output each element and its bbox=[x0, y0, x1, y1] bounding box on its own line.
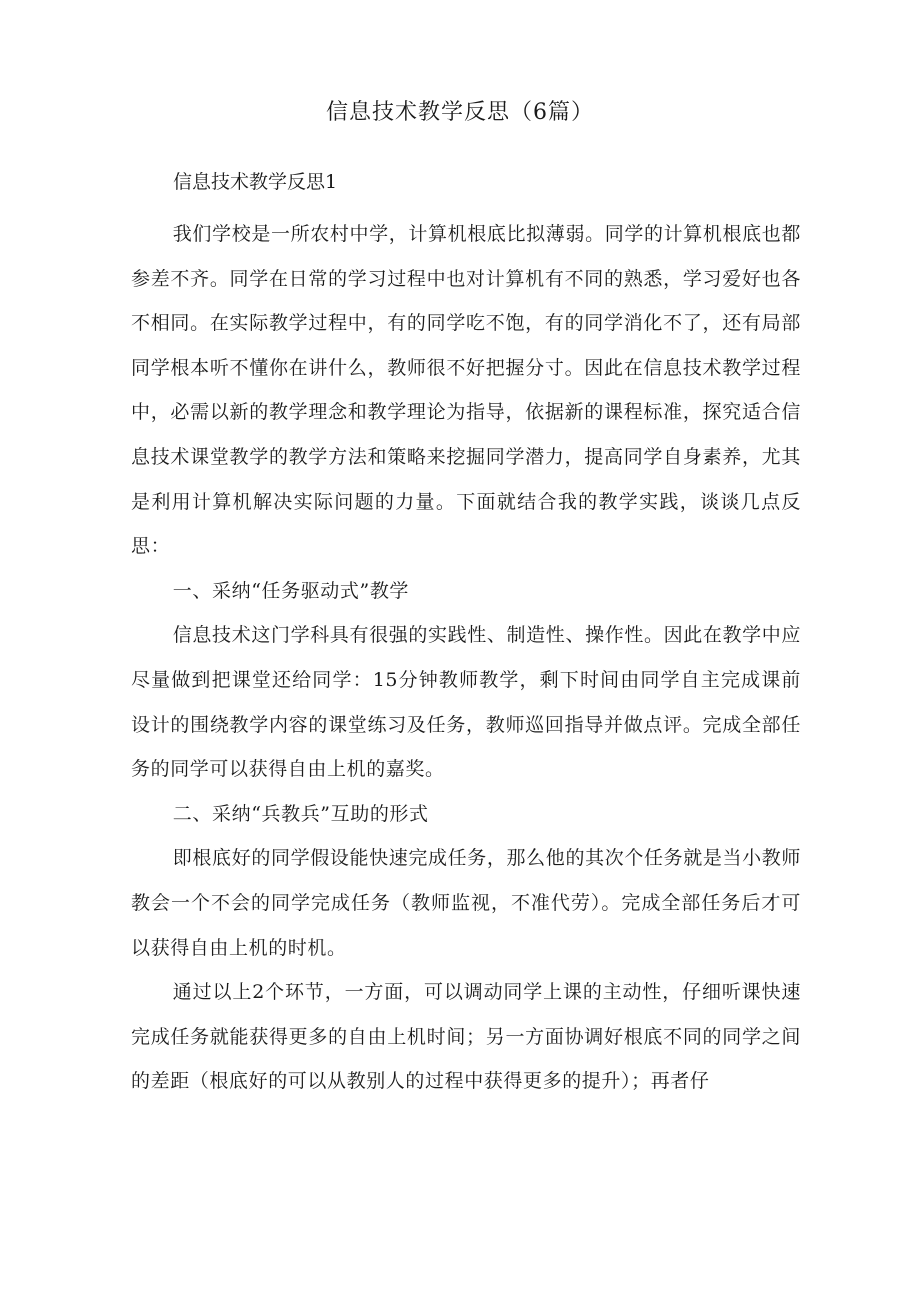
section-title: 信息技术教学反思1 bbox=[173, 171, 338, 193]
document-title: 信息技术教学反思（6篇） bbox=[326, 100, 594, 125]
paragraph-intro: 我们学校是一所农村中学，计算机根底比拟薄弱。同学的计算机根底也都参差不齐。同学在日常的学习过程中也对计算机有不同的熟悉，学习爱好也各不相同。在实际教学过程中，有的同学吃不饱，有的同学消化不了，还有局部同学根本听不懂你在讲什么，教师很不好把握分寸。因此在信息技术教学过程中，必需以新的教学理念和教学理论为指导，依据新的课程标准，探究适合信息技术课堂教学的教学方法和策略来挖掘同学潜力，提高同学自身素养，尤其是利用计算机解决实际问题的力量。下面就结合我的教学实践，谈谈几点反思： bbox=[131, 223, 801, 558]
paragraph-summary: 通过以上2个环节，一方面，可以调动同学上课的主动性，仔细听课快速完成任务就能获得更多的自由上机时间；另一方面协调好根底不同的同学之间的差距（根底好的可以从教别人的过程中获得更多的提升）；再者仔 bbox=[131, 981, 801, 1093]
paragraph-task-driven: 信息技术这门学科具有很强的实践性、制造性、操作性。因此在教学中应尽量做到把课堂还给同学：15分钟教师教学，剩下时间由同学自主完成课前设计的围绕教学内容的课堂练习及任务，教师巡回指导并做点评。完成全部任务的同学可以获得自由上机的嘉奖。 bbox=[131, 624, 801, 781]
paragraph-peer-teaching: 即根底好的同学假设能快速完成任务，那么他的其次个任务就是当小教师教会一个不会的同学完成任务（教师监视，不准代劳）。完成全部任务后才可以获得自由上机的时机。 bbox=[131, 847, 801, 959]
heading-peer-teaching: 二、采纳“兵教兵”互助的形式 bbox=[172, 802, 429, 825]
heading-task-driven: 一、采纳“任务驱动式”教学 bbox=[172, 579, 410, 602]
document-body bbox=[131, 212, 801, 1104]
